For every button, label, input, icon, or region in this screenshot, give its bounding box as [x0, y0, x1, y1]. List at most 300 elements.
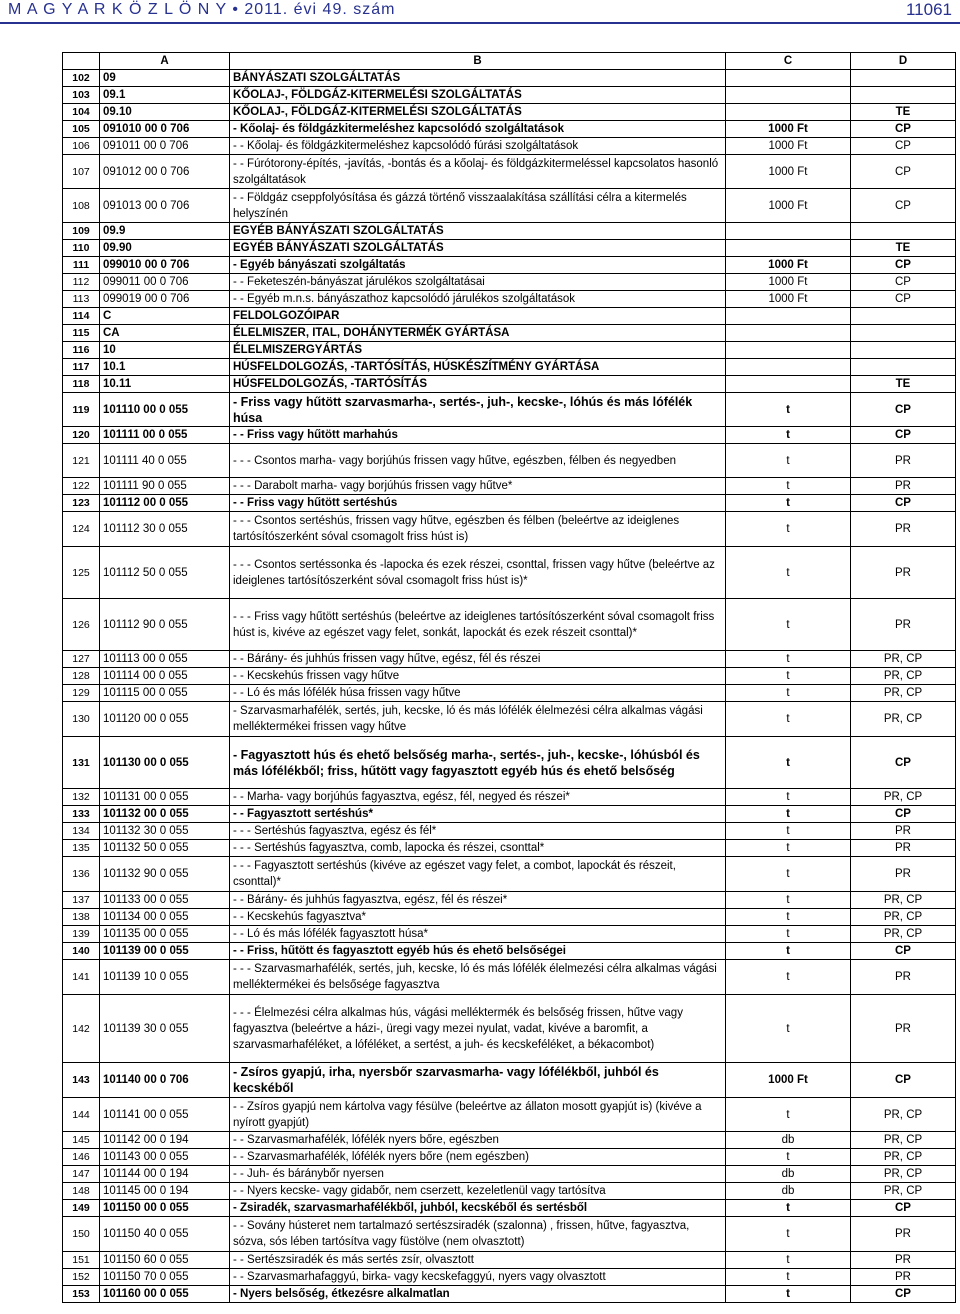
table-row: [63, 359, 956, 376]
unit-cell: 1000 Ft: [726, 274, 851, 291]
code-cell: 101112 00 0 055: [100, 495, 230, 512]
table-row: [63, 1063, 956, 1098]
row-number-cell: 110: [63, 240, 100, 257]
type-cell: PR: [851, 995, 956, 1063]
type-cell: CP: [851, 155, 956, 189]
description-cell: - - - Csontos marha- vagy borjúhús frissen vagy hűtve, egészben, félben és negyedben: [230, 444, 726, 478]
unit-cell: [726, 359, 851, 376]
type-cell: TE: [851, 104, 956, 121]
type-cell: CP: [851, 1286, 956, 1303]
unit-cell: t: [726, 909, 851, 926]
description-cell: - - Szarvasmarhafélék, lófélék nyers bőre (nem egészben): [230, 1149, 726, 1166]
column-header-row: [63, 53, 956, 70]
description-cell: - - Feketeszén-bányászat járulékos szolgáltatásai: [230, 274, 726, 291]
row-number-cell: 108: [63, 189, 100, 223]
type-cell: PR, CP: [851, 1166, 956, 1183]
table-row: [63, 189, 956, 223]
type-cell: CP: [851, 737, 956, 789]
row-number-cell: 123: [63, 495, 100, 512]
type-cell: PR, CP: [851, 1098, 956, 1132]
row-number-cell: 131: [63, 737, 100, 789]
unit-cell: t: [726, 599, 851, 651]
table-row: [63, 857, 956, 892]
type-cell: [851, 308, 956, 325]
description-cell: - - Egyéb m.n.s. bányászathoz kapcsolódó járulékos szolgáltatások: [230, 291, 726, 308]
type-cell: CP: [851, 189, 956, 223]
type-cell: PR: [851, 512, 956, 547]
row-number-cell: 126: [63, 599, 100, 651]
description-cell: FELDOLGOZÓIPAR: [230, 308, 726, 325]
row-number-cell: 103: [63, 87, 100, 104]
register-table: [62, 52, 956, 1303]
code-cell: 101144 00 0 194: [100, 1166, 230, 1183]
table-row: [63, 926, 956, 943]
table-row: [63, 892, 956, 909]
table-row: [63, 308, 956, 325]
type-cell: PR: [851, 599, 956, 651]
type-cell: PR, CP: [851, 789, 956, 806]
code-cell: 101143 00 0 055: [100, 1149, 230, 1166]
unit-cell: t: [726, 512, 851, 547]
description-cell: EGYÉB BÁNYÁSZATI SZOLGÁLTATÁS: [230, 223, 726, 240]
type-cell: CP: [851, 1063, 956, 1098]
row-number-cell: 141: [63, 960, 100, 995]
code-cell: 091010 00 0 706: [100, 121, 230, 138]
table-row: [63, 1286, 956, 1303]
table-row: [63, 70, 956, 87]
unit-cell: t: [726, 1252, 851, 1269]
unit-cell: t: [726, 427, 851, 444]
table-row: [63, 789, 956, 806]
table-row: [63, 668, 956, 685]
type-cell: CP: [851, 495, 956, 512]
row-number-cell: 137: [63, 892, 100, 909]
code-cell: 101140 00 0 706: [100, 1063, 230, 1098]
column-header-b: B: [230, 53, 726, 70]
code-cell: 10.1: [100, 359, 230, 376]
unit-cell: t: [726, 823, 851, 840]
description-cell: - - - Fagyasztott sertéshús (kivéve az egészet vagy felet, a combot, lapockát és részeit, csonttal)*: [230, 857, 726, 892]
row-number-cell: 113: [63, 291, 100, 308]
description-cell: - - Ló és más lófélék húsa frissen vagy hűtve: [230, 685, 726, 702]
code-cell: 101132 90 0 055: [100, 857, 230, 892]
type-cell: CP: [851, 257, 956, 274]
code-cell: 101112 50 0 055: [100, 547, 230, 599]
unit-cell: t: [726, 478, 851, 495]
code-cell: 101139 10 0 055: [100, 960, 230, 995]
table-row: [63, 1149, 956, 1166]
code-cell: 101133 00 0 055: [100, 892, 230, 909]
code-cell: 101120 00 0 055: [100, 702, 230, 737]
type-cell: CP: [851, 121, 956, 138]
table-row: [63, 1217, 956, 1252]
unit-cell: t: [726, 547, 851, 599]
unit-cell: [726, 240, 851, 257]
description-cell: - - Zsíros gyapjú nem kártolva vagy fésülve (beleértve az állaton mosott gyapjút is) (kivéve a nyírott gyapjút): [230, 1098, 726, 1132]
type-cell: PR, CP: [851, 1132, 956, 1149]
type-cell: PR: [851, 823, 956, 840]
code-cell: 099010 00 0 706: [100, 257, 230, 274]
unit-cell: db: [726, 1132, 851, 1149]
row-number-cell: 107: [63, 155, 100, 189]
description-cell: - - - Élelmezési célra alkalmas hús, vágási melléktermék és belsőség frissen, hűtve vagy fagyasztva (beleértve a házi-, üregi vagy mezei nyulat, vadat, kivéve a baromfit, a szarvasmarhaféléket, a lóféléket, a sertést, a juh- és kecskeféléket, a békacombot): [230, 995, 726, 1063]
unit-cell: [726, 87, 851, 104]
type-cell: CP: [851, 291, 956, 308]
row-number-cell: 129: [63, 685, 100, 702]
type-cell: [851, 359, 956, 376]
row-number-cell: 134: [63, 823, 100, 840]
type-cell: CP: [851, 427, 956, 444]
description-cell: - - Fagyasztott sertéshús*: [230, 806, 726, 823]
type-cell: PR, CP: [851, 1183, 956, 1200]
row-number-cell: 114: [63, 308, 100, 325]
table-row: [63, 257, 956, 274]
unit-cell: t: [726, 789, 851, 806]
table-row: [63, 87, 956, 104]
description-cell: - - Friss vagy hűtött sertéshús: [230, 495, 726, 512]
table-row: [63, 291, 956, 308]
table-row: [63, 943, 956, 960]
table-row: [63, 599, 956, 651]
table-row: [63, 393, 956, 427]
row-number-cell: 125: [63, 547, 100, 599]
row-number-cell: 133: [63, 806, 100, 823]
description-cell: - Zsíros gyapjú, irha, nyersbőr szarvasmarha- vagy lófélékből, juhból és kecskéből: [230, 1063, 726, 1098]
type-cell: CP: [851, 806, 956, 823]
description-cell: - - Kecskehús frissen vagy hűtve: [230, 668, 726, 685]
description-cell: HÚSFELDOLGOZÁS, -TARTÓSÍTÁS: [230, 376, 726, 393]
row-number-cell: 121: [63, 444, 100, 478]
unit-cell: t: [726, 995, 851, 1063]
table-row: [63, 702, 956, 737]
type-cell: PR: [851, 547, 956, 599]
unit-cell: t: [726, 737, 851, 789]
row-number-cell: 122: [63, 478, 100, 495]
description-cell: - - - Csontos sertéssonka és -lapocka és ezek részei, csonttal, frissen vagy hűtve (beleértve az ideiglenes tartósítószerként sóval csomagolt friss húst is)*: [230, 547, 726, 599]
code-cell: 101114 00 0 055: [100, 668, 230, 685]
type-cell: PR, CP: [851, 1149, 956, 1166]
type-cell: PR: [851, 1252, 956, 1269]
description-cell: - - - Friss vagy hűtött sertéshús (beleértve az ideiglenes tartósítószerként sóval csomagolt friss húst is, kivéve az egészet vagy felet, sonkát, lapockát és ezek részeit csonttal)*: [230, 599, 726, 651]
table-row: [63, 823, 956, 840]
description-cell: - - - Sertéshús fagyasztva, comb, lapocka és részei, csonttal*: [230, 840, 726, 857]
code-cell: 101135 00 0 055: [100, 926, 230, 943]
row-number-cell: 102: [63, 70, 100, 87]
code-cell: 101132 00 0 055: [100, 806, 230, 823]
table-row: [63, 104, 956, 121]
column-header-rownum: [63, 53, 100, 70]
table-row: [63, 240, 956, 257]
description-cell: BÁNYÁSZATI SZOLGÁLTATÁS: [230, 70, 726, 87]
type-cell: PR, CP: [851, 651, 956, 668]
table-row: [63, 1166, 956, 1183]
code-cell: 101115 00 0 055: [100, 685, 230, 702]
description-cell: KŐOLAJ-, FÖLDGÁZ-KITERMELÉSI SZOLGÁLTATÁS: [230, 104, 726, 121]
unit-cell: [726, 223, 851, 240]
row-number-cell: 117: [63, 359, 100, 376]
table-row: [63, 1132, 956, 1149]
code-cell: 101142 00 0 194: [100, 1132, 230, 1149]
row-number-cell: 105: [63, 121, 100, 138]
unit-cell: t: [726, 892, 851, 909]
header-rule: [0, 22, 960, 24]
unit-cell: 1000 Ft: [726, 291, 851, 308]
unit-cell: t: [726, 926, 851, 943]
table-row: [63, 121, 956, 138]
row-number-cell: 106: [63, 138, 100, 155]
unit-cell: t: [726, 1286, 851, 1303]
description-cell: - Egyéb bányászati szolgáltatás: [230, 257, 726, 274]
type-cell: PR, CP: [851, 702, 956, 737]
description-cell: EGYÉB BÁNYÁSZATI SZOLGÁLTATÁS: [230, 240, 726, 257]
unit-cell: 1000 Ft: [726, 189, 851, 223]
table-row: [63, 138, 956, 155]
type-cell: [851, 342, 956, 359]
code-cell: 101132 50 0 055: [100, 840, 230, 857]
description-cell: - - - Csontos sertéshús, frissen vagy hűtve, egészben és félben (beleértve az ideiglenes tartósítószerként sóval csomagolt friss húst is): [230, 512, 726, 547]
row-number-cell: 130: [63, 702, 100, 737]
description-cell: - Friss vagy hűtött szarvasmarha-, sertés-, juh-, kecske-, lóhús és más lófélék húsa: [230, 393, 726, 427]
table-row: [63, 737, 956, 789]
unit-cell: [726, 342, 851, 359]
description-cell: - Zsiradék, szarvasmarhafélékből, juhból, kecskéből és sertésből: [230, 1200, 726, 1217]
code-cell: 101150 60 0 055: [100, 1252, 230, 1269]
row-number-cell: 150: [63, 1217, 100, 1252]
unit-cell: t: [726, 1217, 851, 1252]
column-header-a: A: [100, 53, 230, 70]
row-number-cell: 128: [63, 668, 100, 685]
row-number-cell: 109: [63, 223, 100, 240]
description-cell: KŐOLAJ-, FÖLDGÁZ-KITERMELÉSI SZOLGÁLTATÁS: [230, 87, 726, 104]
code-cell: 101113 00 0 055: [100, 651, 230, 668]
table-row: [63, 274, 956, 291]
code-cell: 091013 00 0 706: [100, 189, 230, 223]
type-cell: [851, 70, 956, 87]
table-row: [63, 1269, 956, 1286]
row-number-cell: 118: [63, 376, 100, 393]
description-cell: - - Szarvasmarhafélék, lófélék nyers bőre, egészben: [230, 1132, 726, 1149]
unit-cell: db: [726, 1183, 851, 1200]
table-row: [63, 1200, 956, 1217]
type-cell: [851, 325, 956, 342]
row-number-cell: 115: [63, 325, 100, 342]
description-cell: ÉLELMISZER, ITAL, DOHÁNYTERMÉK GYÁRTÁSA: [230, 325, 726, 342]
type-cell: PR, CP: [851, 892, 956, 909]
description-cell: - - Kecskehús fagyasztva*: [230, 909, 726, 926]
unit-cell: t: [726, 1149, 851, 1166]
type-cell: PR, CP: [851, 668, 956, 685]
row-number-cell: 148: [63, 1183, 100, 1200]
description-cell: - Kőolaj- és földgázkitermeléshez kapcsolódó szolgáltatások: [230, 121, 726, 138]
unit-cell: t: [726, 393, 851, 427]
code-cell: 101141 00 0 055: [100, 1098, 230, 1132]
code-cell: 099011 00 0 706: [100, 274, 230, 291]
table-row: [63, 427, 956, 444]
description-cell: ÉLELMISZERGYÁRTÁS: [230, 342, 726, 359]
row-number-cell: 153: [63, 1286, 100, 1303]
type-cell: CP: [851, 274, 956, 291]
description-cell: - - - Darabolt marha- vagy borjúhús frissen vagy hűtve*: [230, 478, 726, 495]
unit-cell: t: [726, 943, 851, 960]
row-number-cell: 143: [63, 1063, 100, 1098]
journal-title: M A G Y A R K Ö Z L Ö N Y • 2011. évi 49. szám: [8, 1, 396, 18]
code-cell: 101139 00 0 055: [100, 943, 230, 960]
type-cell: [851, 223, 956, 240]
code-cell: 101134 00 0 055: [100, 909, 230, 926]
unit-cell: [726, 376, 851, 393]
unit-cell: t: [726, 1200, 851, 1217]
row-number-cell: 136: [63, 857, 100, 892]
code-cell: 091012 00 0 706: [100, 155, 230, 189]
table-row: [63, 325, 956, 342]
code-cell: 099019 00 0 706: [100, 291, 230, 308]
type-cell: [851, 87, 956, 104]
table-row: [63, 342, 956, 359]
type-cell: PR, CP: [851, 685, 956, 702]
type-cell: PR: [851, 1269, 956, 1286]
row-number-cell: 119: [63, 393, 100, 427]
table-row: [63, 806, 956, 823]
code-cell: 101130 00 0 055: [100, 737, 230, 789]
unit-cell: t: [726, 651, 851, 668]
table-row: [63, 1183, 956, 1200]
row-number-cell: 127: [63, 651, 100, 668]
unit-cell: 1000 Ft: [726, 257, 851, 274]
table-row: [63, 478, 956, 495]
code-cell: 09.90: [100, 240, 230, 257]
code-cell: 101160 00 0 055: [100, 1286, 230, 1303]
code-cell: 09.10: [100, 104, 230, 121]
row-number-cell: 142: [63, 995, 100, 1063]
type-cell: PR: [851, 857, 956, 892]
unit-cell: t: [726, 840, 851, 857]
table-row: [63, 495, 956, 512]
table-row: [63, 1098, 956, 1132]
description-cell: - - Sertészsiradék és más sertés zsír, olvasztott: [230, 1252, 726, 1269]
description-cell: - - Bárány- és juhhús fagyasztva, egész, fél és részei*: [230, 892, 726, 909]
unit-cell: t: [726, 702, 851, 737]
type-cell: PR, CP: [851, 909, 956, 926]
unit-cell: [726, 104, 851, 121]
row-number-cell: 116: [63, 342, 100, 359]
unit-cell: t: [726, 960, 851, 995]
description-cell: - - Nyers kecske- vagy gidabőr, nem cserzett, kezeletlenül vagy tartósítva: [230, 1183, 726, 1200]
code-cell: 09.1: [100, 87, 230, 104]
row-number-cell: 124: [63, 512, 100, 547]
type-cell: CP: [851, 1200, 956, 1217]
code-cell: 101150 40 0 055: [100, 1217, 230, 1252]
row-number-cell: 140: [63, 943, 100, 960]
description-cell: HÚSFELDOLGOZÁS, -TARTÓSÍTÁS, HÚSKÉSZÍTMÉNY GYÁRTÁSA: [230, 359, 726, 376]
row-number-cell: 147: [63, 1166, 100, 1183]
unit-cell: 1000 Ft: [726, 121, 851, 138]
row-number-cell: 152: [63, 1269, 100, 1286]
register-table-body: [63, 53, 956, 1303]
code-cell: 10.11: [100, 376, 230, 393]
code-cell: C: [100, 308, 230, 325]
description-cell: - - Friss vagy hűtött marhahús: [230, 427, 726, 444]
description-cell: - - Juh- és báránybőr nyersen: [230, 1166, 726, 1183]
code-cell: 101150 00 0 055: [100, 1200, 230, 1217]
unit-cell: t: [726, 495, 851, 512]
description-cell: - - Szarvasmarhafaggyú, birka- vagy kecskefaggyú, nyers vagy olvasztott: [230, 1269, 726, 1286]
table-row: [63, 155, 956, 189]
code-cell: 091011 00 0 706: [100, 138, 230, 155]
unit-cell: 1000 Ft: [726, 1063, 851, 1098]
description-cell: - - Ló és más lófélék fagyasztott húsa*: [230, 926, 726, 943]
unit-cell: [726, 325, 851, 342]
description-cell: - - - Sertéshús fagyasztva, egész és fél*: [230, 823, 726, 840]
row-number-cell: 149: [63, 1200, 100, 1217]
code-cell: 101145 00 0 194: [100, 1183, 230, 1200]
unit-cell: 1000 Ft: [726, 155, 851, 189]
description-cell: - Szarvasmarhafélék, sertés, juh, kecske, ló és más lófélék élelmezési célra alkalmas vágási melléktermékei frissen vagy hűtve: [230, 702, 726, 737]
row-number-cell: 139: [63, 926, 100, 943]
row-number-cell: 144: [63, 1098, 100, 1132]
page-header: [0, 0, 960, 22]
table-row: [63, 512, 956, 547]
type-cell: PR: [851, 840, 956, 857]
code-cell: 101111 00 0 055: [100, 427, 230, 444]
unit-cell: t: [726, 806, 851, 823]
code-cell: 101112 90 0 055: [100, 599, 230, 651]
code-cell: 101112 30 0 055: [100, 512, 230, 547]
description-cell: - - - Szarvasmarhafélék, sertés, juh, kecske, ló és más lófélék élelmezési célra alkalmas vágási melléktermékei és belsősége fagyasztva: [230, 960, 726, 995]
row-number-cell: 151: [63, 1252, 100, 1269]
description-cell: - Fagyasztott hús és ehető belsőség marha-, sertés-, juh-, kecske-, lóhúsból és más lófélékből; friss, hűtött vagy fagyasztott egyéb hús és ehető belsőség: [230, 737, 726, 789]
table-row: [63, 1252, 956, 1269]
code-cell: 101131 00 0 055: [100, 789, 230, 806]
row-number-cell: 112: [63, 274, 100, 291]
code-cell: CA: [100, 325, 230, 342]
row-number-cell: 135: [63, 840, 100, 857]
table-row: [63, 547, 956, 599]
description-cell: - - Kőolaj- és földgázkitermeléshez kapcsolódó fúrási szolgáltatások: [230, 138, 726, 155]
row-number-cell: 111: [63, 257, 100, 274]
type-cell: TE: [851, 240, 956, 257]
type-cell: PR: [851, 960, 956, 995]
code-cell: 101111 40 0 055: [100, 444, 230, 478]
table-row: [63, 840, 956, 857]
description-cell: - - Marha- vagy borjúhús fagyasztva, egész, fél, negyed és részei*: [230, 789, 726, 806]
description-cell: - - Sovány hústeret nem tartalmazó sertészsiradék (szalonna) , frissen, hűtve, fagyasztva, sózva, sós lében tartósítva vagy füstölve (nem olvasztott): [230, 1217, 726, 1252]
unit-cell: t: [726, 444, 851, 478]
code-cell: 09.9: [100, 223, 230, 240]
row-number-cell: 146: [63, 1149, 100, 1166]
table-row: [63, 995, 956, 1063]
table-row: [63, 444, 956, 478]
row-number-cell: 132: [63, 789, 100, 806]
unit-cell: db: [726, 1166, 851, 1183]
code-cell: 101132 30 0 055: [100, 823, 230, 840]
row-number-cell: 120: [63, 427, 100, 444]
table-row: [63, 376, 956, 393]
table-row: [63, 651, 956, 668]
unit-cell: t: [726, 1098, 851, 1132]
description-cell: - - Fúrótorony-építés, -javítás, -bontás és a kőolaj- és földgázkitermeléssel kapcsolatos hasonló szolgáltatások: [230, 155, 726, 189]
unit-cell: t: [726, 685, 851, 702]
unit-cell: t: [726, 857, 851, 892]
row-number-cell: 138: [63, 909, 100, 926]
code-cell: 101150 70 0 055: [100, 1269, 230, 1286]
table-row: [63, 909, 956, 926]
code-cell: 09: [100, 70, 230, 87]
unit-cell: 1000 Ft: [726, 138, 851, 155]
table-row: [63, 223, 956, 240]
table-row: [63, 685, 956, 702]
type-cell: TE: [851, 376, 956, 393]
code-cell: 101110 00 0 055: [100, 393, 230, 427]
